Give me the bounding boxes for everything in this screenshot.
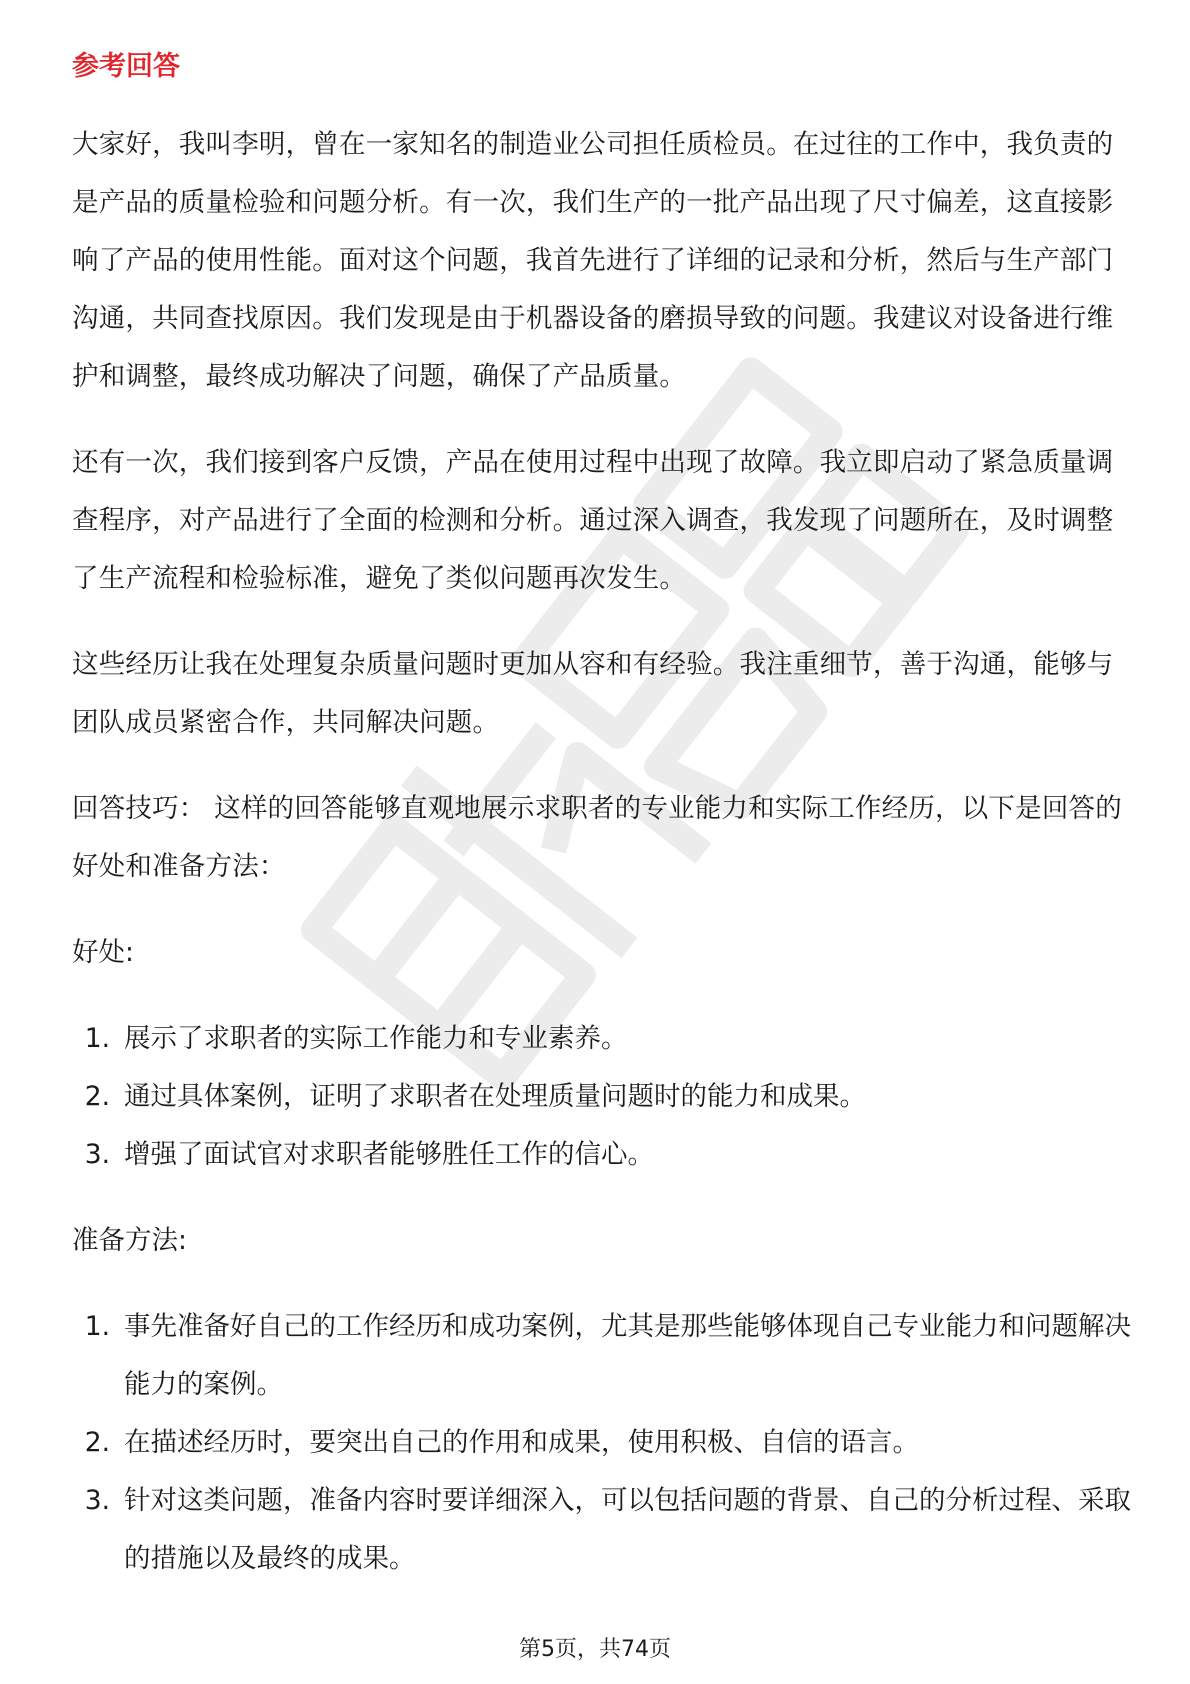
paragraph-tips: 回答技巧： 这样的回答能够直观地展示求职者的专业能力和实际工作经历，以下是回答的好处和准备方法： [72,792,1122,882]
section-heading: 参考回答 [72,51,180,82]
list-number: 1. [84,1022,110,1054]
paragraph-intro: 大家好，我叫李明，曾在一家知名的制造业公司担任质检员。在过往的工作中，我负责的是产品的质量检验和问题分析。有一次，我们生产的一批产品出现了尺寸偏差，这直接影响了产品的使用性能。面对这个问题，我首先进行了详细的记录和分析，然后与生产部门沟通，共同查找原因。我们发现是由于机器设备的磨损导致的问题。我建议对设备进行维护和调整，最终成功解决了问题，确保了产品质量。 [72,128,1114,392]
list-text: 在描述经历时，要突出自己的作用和成果，使用积极、自信的语言。 [124,1426,919,1458]
list-item [72,1068,1132,1126]
content-area [72,48,1132,1616]
benefits-list [72,1010,1132,1184]
preparation-label: 准备方法: [72,1224,187,1256]
list-item [72,1298,1132,1414]
list-item [72,1472,1132,1588]
paragraph-second-case: 还有一次，我们接到客户反馈，产品在使用过程中出现了故障。我立即启动了紧急质量调查程序，对产品进行了全面的检测和分析。通过深入调查，我发现了问题所在，及时调整了生产流程和检验标准，避免了类似问题再次发生。 [72,446,1114,594]
list-text: 展示了求职者的实际工作能力和专业素养。 [124,1022,628,1054]
list-number: 3. [84,1138,110,1170]
list-text: 针对这类问题，准备内容时要详细深入，可以包括问题的背景、自己的分析过程、采取的措施以及最终的成果。 [124,1484,1131,1574]
list-number: 3. [84,1484,110,1516]
list-number: 2. [84,1426,110,1458]
paragraph-summary: 这些经历让我在处理复杂质量问题时更加从容和有经验。我注重细节，善于沟通，能够与团队成员紧密合作，共同解决问题。 [72,648,1114,738]
benefits-label: 好处: [72,936,134,968]
list-text: 事先准备好自己的工作经历和成功案例，尤其是那些能够体现自己专业能力和问题解决能力的案例。 [124,1310,1131,1400]
list-number: 1. [84,1310,110,1342]
list-text: 通过具体案例，证明了求职者在处理质量问题时的能力和成果。 [124,1080,866,1112]
preparation-list [72,1298,1132,1588]
list-number: 2. [84,1080,110,1112]
list-item [72,1126,1132,1184]
page-number-footer: 第5页，共74页 [519,1637,671,1662]
list-item [72,1010,1132,1068]
list-text: 增强了面试官对求职者能够胜任工作的信心。 [124,1138,654,1170]
list-item [72,1414,1132,1472]
